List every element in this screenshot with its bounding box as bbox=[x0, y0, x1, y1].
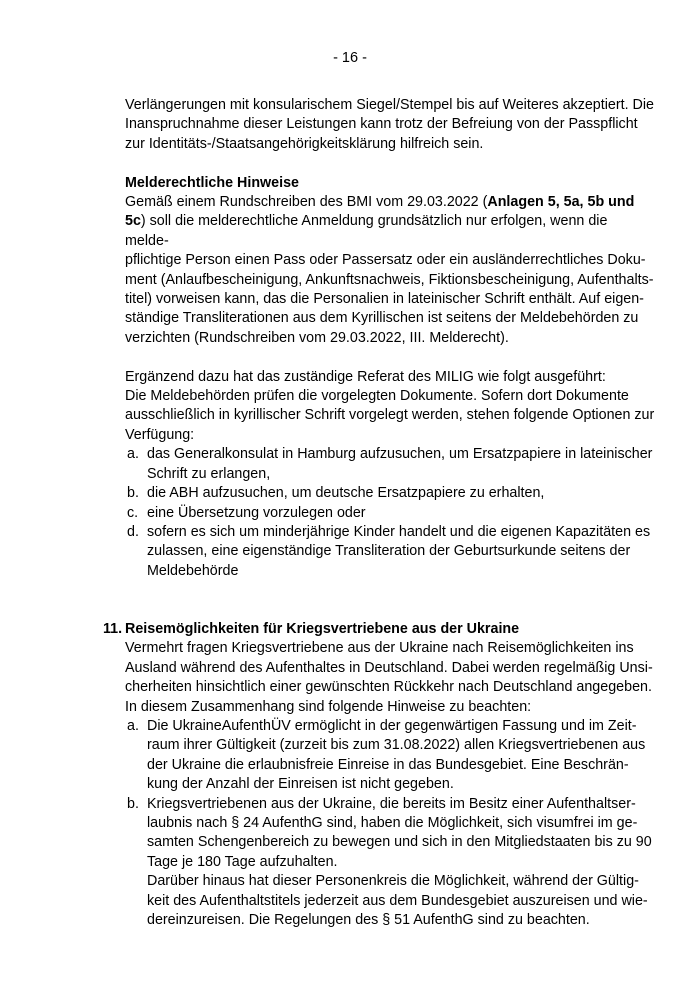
list-item: b. die ABH aufzusuchen, um deutsche Ersatzpapiere zu erhalten, bbox=[127, 485, 545, 502]
section-11-heading: 11. Reisemöglichkeiten für Kriegsvertriebene aus der Ukraine bbox=[125, 620, 655, 639]
text-line: zur Identitäts-/Staatsangehörigkeitsklärung hilfreich sein. bbox=[125, 135, 484, 152]
text-line: titel) vorweisen kann, das die Personalien in lateinischer Schrift enthält. Auf eigen- bbox=[125, 291, 644, 308]
section-number: 11. bbox=[103, 620, 123, 637]
text-line: Ausland während des Aufenthaltes in Deutschland. Dabei werden regelmäßig Unsi- bbox=[125, 659, 653, 676]
list-item: a. Die UkraineAufenthÜV ermöglicht in der gegenwärtigen Fassung und im Zeit- raum ihrer Gültigkeit (zurzeit bis zum 31.08.2022) allen Kriegsvertriebenen aus der Ukraine die erlaubnisfreie Einreise in das Bundesgebiet. Eine Beschrän- kung der Anzahl der Einreisen ist nicht gegeben. bbox=[127, 717, 646, 793]
text-line: Inanspruchnahme dieser Leistungen kann trotz der Befreiung von der Passpflicht bbox=[125, 116, 638, 133]
text-line: ständige Transliterationen aus dem Kyrillischen ist seitens der Meldebehörden zu bbox=[125, 310, 639, 327]
text-line: Gemäß einem Rundschreiben des BMI vom 29.03.2022 (Anlagen 5, 5a, 5b und bbox=[125, 194, 635, 211]
text-line: cherheiten hinsichtlich einer gewünschten Rückkehr nach Deutschland angegeben. bbox=[125, 679, 652, 696]
melde-section bbox=[125, 174, 655, 349]
text-line: verzichten (Rundschreiben vom 29.03.2022, III. Melderecht). bbox=[125, 329, 509, 346]
text-line: Verfügung: bbox=[125, 426, 195, 443]
section-11 bbox=[103, 620, 655, 931]
hints-list bbox=[125, 717, 655, 930]
options-list bbox=[125, 445, 655, 581]
text-line: Vermehrt fragen Kriegsvertriebene aus der Ukraine nach Reisemöglichkeiten ins bbox=[125, 640, 634, 657]
list-item: a. das Generalkonsulat in Hamburg aufzusuchen, um Ersatzpapiere in lateinischer Schrift zu erlangen, bbox=[127, 446, 653, 482]
text-line: ausschließlich in kyrillischer Schrift vorgelegt werden, stehen folgende Optionen zur bbox=[125, 407, 655, 424]
text-line: Ergänzend dazu hat das zuständige Referat des MILIG wie folgt ausgeführt: bbox=[125, 368, 606, 385]
text-line: Verlängerungen mit konsularischem Siegel/Stempel bis auf Weiteres akzeptiert. Die bbox=[125, 97, 654, 113]
list-item: d. sofern es sich um minderjährige Kinder handelt und die eigenen Kapazitäten es zulassen, eine eigenständige Transliteration der Geburtsurkunde seitens der Meldebehörde bbox=[127, 523, 651, 579]
document-body bbox=[103, 96, 655, 930]
text-line: pflichtige Person einen Pass oder Passersatz oder ein ausländerrechtliches Doku- bbox=[125, 252, 646, 269]
annex-reference: Anlagen 5, 5a, 5b und bbox=[487, 194, 635, 211]
melde-heading: Melderechtliche Hinweise bbox=[125, 174, 300, 191]
list-item: b. Kriegsvertriebenen aus der Ukraine, die bereits im Besitz einer Aufenthaltser- laubnis nach § 24 AufenthG sind, haben die Möglichkeit, sich visumfrei im ge- samten Schengenbereich zu bewegen und sich in den Mitgliedstaaten bis zu 90 Tage je 180 Tage aufzuhalten. Darüber hinaus hat dieser Personenkreis die Möglichkeit, während der Gültig- keit des Aufenthaltstitels jederzeit aus dem Bundesgebiet auszureisen und wie- dereinzureisen. Die Regelungen des § 51 AufenthG sind zu beachten. bbox=[127, 795, 652, 928]
text-line: ment (Anlaufbescheinigung, Ankunftsnachweis, Fiktionsbescheinigung, Aufenthalts- bbox=[125, 271, 654, 288]
page-number: - 16 - bbox=[333, 50, 367, 66]
milig-section bbox=[125, 368, 655, 581]
text-line: Die Meldebehörden prüfen die vorgelegten Dokumente. Sofern dort Dokumente bbox=[125, 388, 629, 405]
text-line: In diesem Zusammenhang sind folgende Hinweise zu beachten: bbox=[125, 698, 532, 715]
annex-reference: 5c bbox=[125, 213, 141, 230]
list-item: c. eine Übersetzung vorzulegen oder bbox=[127, 504, 366, 521]
intro-paragraph bbox=[125, 96, 655, 154]
text-line: 5c) soll die melderechtliche Anmeldung grundsätzlich nur erfolgen, wenn die melde- bbox=[125, 213, 608, 249]
